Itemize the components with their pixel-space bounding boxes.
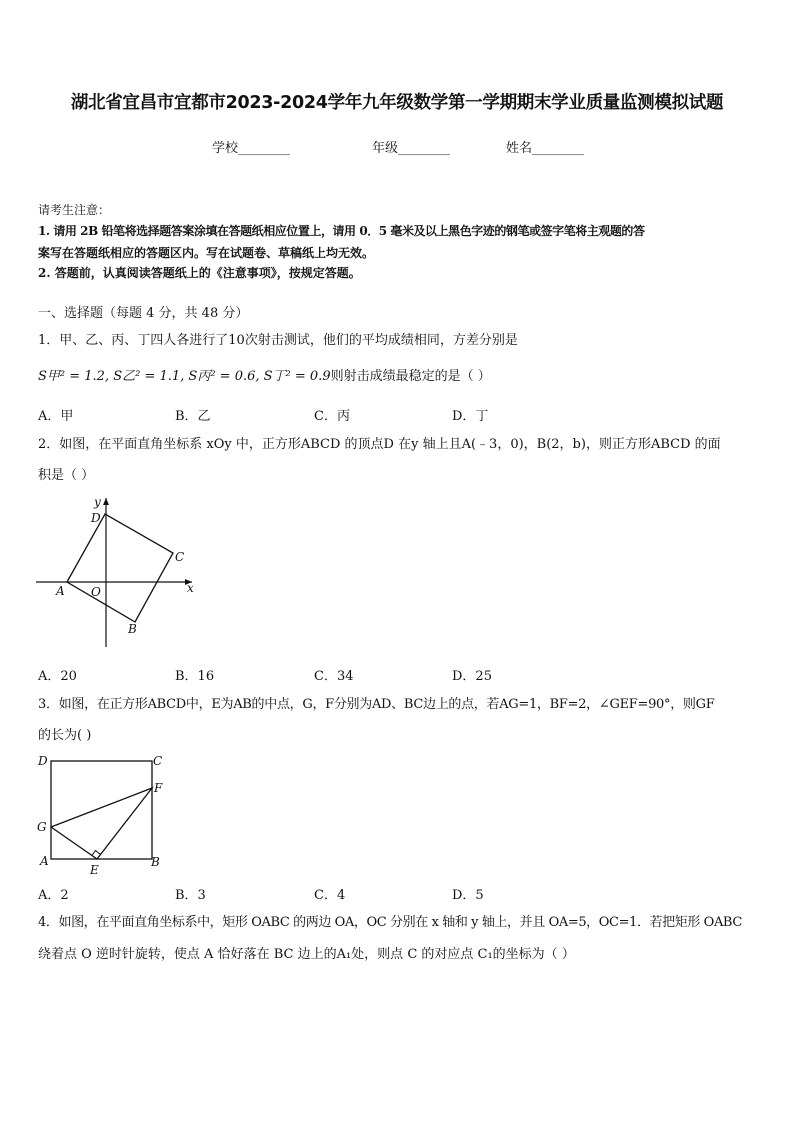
q3-right-angle-mark <box>92 851 101 856</box>
notice-heading: 请考生注意： <box>38 203 111 217</box>
q2-label-x: x <box>187 581 194 595</box>
q4-stem-b: 绕着点 O 逆时针旋转，使点 A 恰好落在 BC 边上的A₁处，则点 C 的对应点 C₁的坐标为（ ） <box>38 947 575 962</box>
q2-stem-b: 积是（ ） <box>38 468 95 483</box>
q1-option-a: A．甲 <box>38 409 74 424</box>
q2-square-abcd <box>67 514 173 622</box>
q1-option-b: B．乙 <box>175 409 211 424</box>
q3-label-g: G <box>37 820 47 834</box>
q2-stem-a: 2．如图，在平面直角坐标系 xOy 中，正方形ABCD 的顶点D 在y 轴上且A(﹣3，0)，B(2，b)，则正方形ABCD 的面 <box>38 437 721 452</box>
name-field: 姓名________ <box>506 141 585 156</box>
q1-stem: 1．甲、乙、丙、丁四人各进行了10次射击测试，他们的平均成绩相同，方差分别是 <box>38 333 518 348</box>
q3-option-b: B．3 <box>175 888 206 903</box>
q2-label-a: A <box>56 584 65 598</box>
q2-option-a: A．20 <box>38 669 77 684</box>
q2-label-d: D <box>91 511 101 525</box>
q2-option-c: C．34 <box>314 669 354 684</box>
q3-label-f: F <box>154 781 163 795</box>
notice-line-2: 2. 答题前，认真阅读答题纸上的《注意事项》，按规定答题。 <box>38 266 361 280</box>
q1-tail: 则射击成绩最稳定的是（ ） <box>330 369 491 384</box>
q2-label-c: C <box>175 550 185 564</box>
q3-option-a: A．2 <box>38 888 69 903</box>
q3-label-e: E <box>90 863 99 877</box>
grade-field: 年级________ <box>372 141 451 156</box>
page-title: 湖北省宜昌市宜都市2023-2024学年九年级数学第一学期期末学业质量监测模拟试题 <box>70 93 724 113</box>
school-field: 学校________ <box>212 141 291 156</box>
q3-label-c: C <box>153 754 163 768</box>
q2-label-b: B <box>128 622 137 636</box>
q1-option-d: D．丁 <box>452 409 489 424</box>
q3-label-d: D <box>38 754 48 768</box>
q2-option-d: D．25 <box>452 669 492 684</box>
q1-formula-line <box>38 368 491 386</box>
q3-label-b: B <box>151 855 160 869</box>
q3-label-a: A <box>40 854 49 868</box>
section-heading: 一、选择题（每题 4 分，共 48 分） <box>38 306 249 321</box>
q3-option-c: C．4 <box>314 888 346 903</box>
q2-option-b: B．16 <box>175 669 215 684</box>
q4-stem-a: 4．如图，在平面直角坐标系中，矩形 OABC 的两边 OA，OC 分别在 x 轴和 y 轴上，并且 OA=5，OC=1．若把矩形 OABC <box>38 915 742 930</box>
notice-line-1b: 案写在答题纸相应的答题区内。写在试题卷、草稿纸上均无效。 <box>38 246 375 260</box>
q1-option-c: C．丙 <box>314 409 350 424</box>
q3-figure <box>34 750 174 878</box>
notice-line-1a: 1. 请用 2B 铅笔将选择题答案涂填在答题纸相应位置上，请用 0．5 毫米及以上黑色字迹的钢笔或签字笔将主观题的答 <box>38 224 645 238</box>
q3-stem-a: 3．如图，在正方形ABCD中，E为AB的中点，G，F分别为AD、BC边上的点，若AG=1，BF=2，∠GEF=90°，则GF <box>38 697 715 712</box>
q1-formula: S甲² = 1.2, S乙² = 1.1, S丙² = 0.6, S丁² = 0.9 <box>38 369 331 384</box>
q2-label-y: y <box>94 495 101 509</box>
q3-square-abcd <box>51 761 152 859</box>
q2-y-arrow-icon <box>103 498 109 505</box>
q3-option-d: D．5 <box>452 888 484 903</box>
q3-stem-b: 的长为( ) <box>38 728 92 743</box>
q2-label-o: O <box>91 585 101 599</box>
q3-triangle-gef <box>51 788 152 859</box>
q2-figure <box>34 492 204 648</box>
